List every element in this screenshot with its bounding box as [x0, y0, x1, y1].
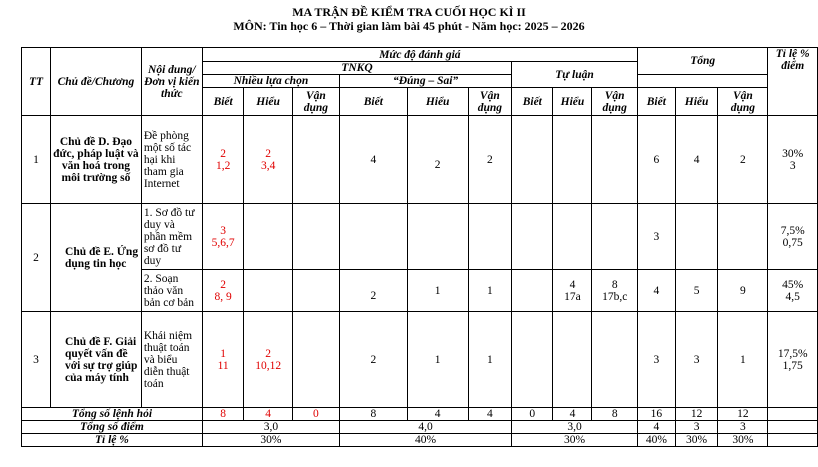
cell-tong-biet: 6	[637, 116, 675, 204]
cell-mcq-biet: 3 5,6,7	[202, 204, 244, 270]
cell-tl-vd	[592, 204, 638, 270]
total-cell: 12	[675, 408, 718, 421]
cell-tong-vd: 2	[718, 116, 768, 204]
cell-mcq-vd	[292, 116, 339, 204]
header-nhieu-lua-chon: Nhiều lựa chọn	[202, 75, 339, 88]
percentage-mcq: 30%	[202, 434, 339, 447]
total-points-row	[22, 421, 818, 434]
cell-tong-vd	[718, 204, 768, 270]
total-points-label: Tổng số điểm	[22, 421, 203, 434]
header-tnkq: TNKQ	[202, 62, 511, 75]
cell-mcq-biet: 1 11	[202, 312, 244, 408]
header-tong-biet: Biết	[637, 88, 675, 116]
total-points-ds: 4,0	[340, 421, 512, 434]
cell-mcq-vd	[292, 270, 339, 312]
cell-ds-biet: 2	[340, 312, 408, 408]
cell-ds-hieu: 1	[407, 312, 468, 408]
header-tl-van-dung: Vận dụng	[592, 88, 638, 116]
total-questions-label: Tổng số lệnh hỏi	[22, 408, 203, 421]
cell-ds-biet: 4	[340, 116, 408, 204]
total-points-mcq: 3,0	[202, 421, 339, 434]
header-ds-van-dung: Vận dụng	[468, 88, 512, 116]
row-chu-de: Chủ đề F. Giải quyết vấn đề với sự trợ giúp của máy tính	[51, 312, 142, 408]
cell-tong-hieu: 5	[675, 270, 718, 312]
total-cell: 4	[468, 408, 512, 421]
cell-tl-hieu	[553, 204, 592, 270]
cell-mcq-hieu	[244, 204, 292, 270]
cell-ti-le: 17,5% 1,75	[768, 312, 818, 408]
header-chu-de: Chủ đề/Chương	[51, 48, 142, 116]
percentage-ds: 40%	[340, 434, 512, 447]
cell-ti-le: 7,5% 0,75	[768, 204, 818, 270]
row-tt: 2	[22, 204, 51, 312]
cell-tl-hieu: 4 17a	[553, 270, 592, 312]
cell-tong-biet: 3	[637, 204, 675, 270]
percentage-biet: 40%	[637, 434, 675, 447]
document-subtitle: MÔN: Tin học 6 – Thời gian làm bài 45 phút - Năm học: 2025 – 2026	[233, 19, 585, 33]
total-cell: 4	[407, 408, 468, 421]
cell-tong-vd: 9	[718, 270, 768, 312]
assessment-matrix-table	[21, 47, 818, 447]
cell-tl-hieu	[553, 312, 592, 408]
header-mcq-hieu: Hiểu	[244, 88, 292, 116]
header-tong-hieu: Hiểu	[675, 88, 718, 116]
cell-ds-hieu	[407, 204, 468, 270]
cell-tl-vd	[592, 116, 638, 204]
total-cell: 8	[340, 408, 408, 421]
row-chu-de: Chủ đề D. Đạo đức, pháp luật và văn hoá trong môi trường số	[51, 116, 142, 204]
percentage-hieu: 30%	[675, 434, 718, 447]
cell-tong-hieu: 4	[675, 116, 718, 204]
cell-ds-vd: 2	[468, 116, 512, 204]
row-noi-dung: Đề phòng một số tác hại khi tham gia Internet	[141, 116, 202, 204]
table-row	[22, 270, 818, 312]
percentage-label: Tỉ lệ %	[22, 434, 203, 447]
total-cell: 4	[244, 408, 292, 421]
total-questions-row	[22, 408, 818, 421]
cell-tl-vd	[592, 312, 638, 408]
cell-tl-biet	[512, 312, 553, 408]
header-tt: TT	[22, 48, 51, 116]
total-cell: 8	[202, 408, 244, 421]
cell-ds-vd: 1	[468, 270, 512, 312]
total-points-biet: 4	[637, 421, 675, 434]
cell-tong-hieu: 3	[675, 312, 718, 408]
cell-mcq-hieu: 2 10,12	[244, 312, 292, 408]
percentage-vd: 30%	[718, 434, 768, 447]
cell-tl-vd: 8 17b,c	[592, 270, 638, 312]
cell-mcq-vd	[292, 312, 339, 408]
row-noi-dung: 1. Sơ đồ tư duy và phần mềm sơ đồ tư duy	[141, 204, 202, 270]
row-tt: 3	[22, 312, 51, 408]
total-points-hieu: 3	[675, 421, 718, 434]
percentage-tl: 30%	[512, 434, 638, 447]
cell-mcq-vd	[292, 204, 339, 270]
total-points-vd: 3	[718, 421, 768, 434]
cell-tl-biet	[512, 204, 553, 270]
row-tt: 1	[22, 116, 51, 204]
cell-tong-vd: 1	[718, 312, 768, 408]
cell-mcq-hieu	[244, 270, 292, 312]
total-points-tl: 3,0	[512, 421, 638, 434]
header-ds-biet: Biết	[340, 88, 408, 116]
header-mcq-van-dung: Vận dụng	[292, 88, 339, 116]
row-noi-dung: 2. Soạn thảo văn bản cơ bản	[141, 270, 202, 312]
cell-ti-le: 45% 4,5	[768, 270, 818, 312]
cell-ti-le: 30% 3	[768, 116, 818, 204]
header-tl-biet: Biết	[512, 88, 553, 116]
cell-tong-biet: 3	[637, 312, 675, 408]
header-mcq-biet: Biết	[202, 88, 244, 116]
header-tong-van-dung: Vận dụng	[718, 88, 768, 116]
table-row	[22, 312, 818, 408]
cell-mcq-biet: 2 8, 9	[202, 270, 244, 312]
cell-tong-hieu	[675, 204, 718, 270]
document-title: MA TRẬN ĐỀ KIỂM TRA CUỐI HỌC KÌ II	[292, 5, 526, 19]
total-cell: 8	[592, 408, 638, 421]
cell-tl-biet	[512, 116, 553, 204]
header-ds-hieu: Hiểu	[407, 88, 468, 116]
cell-ds-vd	[468, 204, 512, 270]
cell-mcq-hieu: 2 3,4	[244, 116, 292, 204]
cell-ds-hieu: 1	[407, 270, 468, 312]
header-dung-sai: “Đúng – Sai”	[340, 75, 512, 88]
cell-ds-hieu: 2	[407, 116, 468, 204]
cell-tl-hieu	[553, 116, 592, 204]
cell-ds-biet: 2	[340, 270, 408, 312]
header-muc-do: Mức độ đánh giá	[202, 48, 637, 62]
total-cell: 0	[292, 408, 339, 421]
cell-ds-biet	[340, 204, 408, 270]
header-ti-le-diem: Tỉ lệ % điểm	[768, 48, 818, 116]
header-tu-luan: Tự luận	[512, 62, 638, 88]
cell-ds-vd: 1	[468, 312, 512, 408]
total-cell: 0	[512, 408, 553, 421]
percentage-row	[22, 434, 818, 447]
row-chu-de: Chủ đề E. Ứng dụng tin học	[51, 204, 142, 312]
total-cell: 12	[718, 408, 768, 421]
cell-tl-biet	[512, 270, 553, 312]
total-cell: 16	[637, 408, 675, 421]
total-cell: 4	[553, 408, 592, 421]
header-tl-hieu: Hiểu	[553, 88, 592, 116]
table-row	[22, 116, 818, 204]
cell-mcq-biet: 2 1,2	[202, 116, 244, 204]
row-noi-dung: Khái niệm thuật toán và biểu diễn thuật toán	[141, 312, 202, 408]
table-row	[22, 204, 818, 270]
header-tong: Tổng	[637, 48, 767, 75]
header-noi-dung: Nội dung/Đơn vị kiến thức	[141, 48, 202, 116]
cell-tong-biet: 4	[637, 270, 675, 312]
